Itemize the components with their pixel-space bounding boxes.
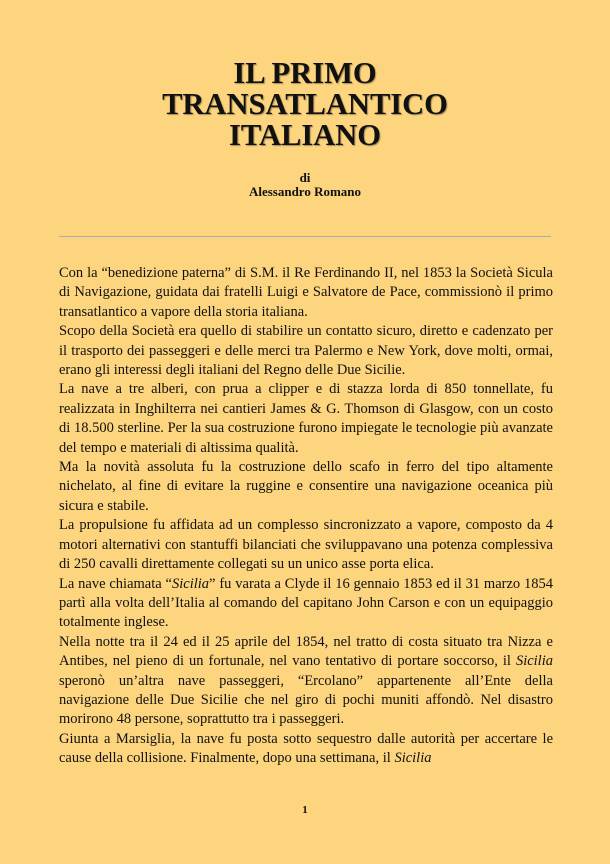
byline-prefix: di bbox=[299, 170, 311, 185]
paragraph: La nave chiamata “Sicilia” fu varata a Clyde il 16 gennaio 1853 ed il 31 marzo 1854 partì alla volta dell’Italia al comando del capitano John Carson e con un equipaggio totalmente inglese. bbox=[59, 575, 553, 631]
paragraph: Giunta a Marsiglia, la nave fu posta sotto sequestro dalle autorità per accertare le cause della collisione. Finalmente, dopo una settimana, il Sicilia bbox=[59, 730, 553, 767]
paragraph: Con la “benedizione paterna” di S.M. il Re Ferdinando II, nel 1853 la Società Sicula di Navigazione, guidata dai fratelli Luigi e Salvatore de Pace, commissionò il primo transatlantico a vapore della storia italiana. bbox=[59, 265, 553, 320]
ship-name: Sicilia bbox=[171, 575, 210, 592]
horizontal-divider bbox=[59, 236, 551, 237]
paragraph: Scopo della Società era quello di stabilire un contatto sicuro, diretto e cadenzato per il trasporto dei passeggeri e delle merci tra Palermo e New York, dove molti, ormai, erano gli interessi degli italiani del Regno delle Due Sicilie. bbox=[59, 323, 553, 379]
title-line: ITALIANO bbox=[229, 118, 381, 152]
title-line: IL PRIMO bbox=[233, 56, 377, 90]
ship-name: Sicilia bbox=[515, 653, 553, 670]
paragraph: La propulsione fu affidata ad un complesso sincronizzato a vapore, composto da 4 motori alternativi con stantuffi bilanciati che sviluppavano una potenza complessiva di 250 cavalli direttamente collegati su un unico asse porta elica. bbox=[59, 517, 553, 573]
paragraph: Ma la novità assoluta fu la costruzione dello scafo in ferro del tipo altamente nichelato, al fine di evitare la ruggine e consentire una navigazione oceanica più sicura e stabile. bbox=[59, 459, 553, 514]
ship-name: Sicilia bbox=[394, 750, 432, 767]
paragraph: Nella notte tra il 24 ed il 25 aprile del 1854, nel tratto di costa situato tra Nizza e Antibes, nel pieno di un fortunale, nel vano tentativo di portare soccorso, il Sicilia speronò un’altra nave passeggeri, “Ercolano” appartenente all’Ente della navigazione delle Due Sicilie che nel giro di pochi muniti affondò. Nel disastro morirono 48 persone, soprattutto tra i passeggeri. bbox=[59, 633, 553, 728]
author-name: Alessandro Romano bbox=[248, 184, 362, 199]
page-number: 1 bbox=[302, 804, 308, 816]
document-title bbox=[0, 58, 610, 151]
title-line: TRANSATLANTICO bbox=[162, 87, 448, 121]
article-body bbox=[59, 264, 553, 769]
paragraph: La nave a tre alberi, con prua a clipper e di stazza lorda di 850 tonnellate, fu realizzata in Inghilterra nei cantieri James & G. Thomson di Glasgow, con un costo di 18.500 sterline. Per la sua costruzione furono impiegate le tecnologie più avanzate del tempo e materiali di altissima qualità. bbox=[59, 381, 553, 456]
